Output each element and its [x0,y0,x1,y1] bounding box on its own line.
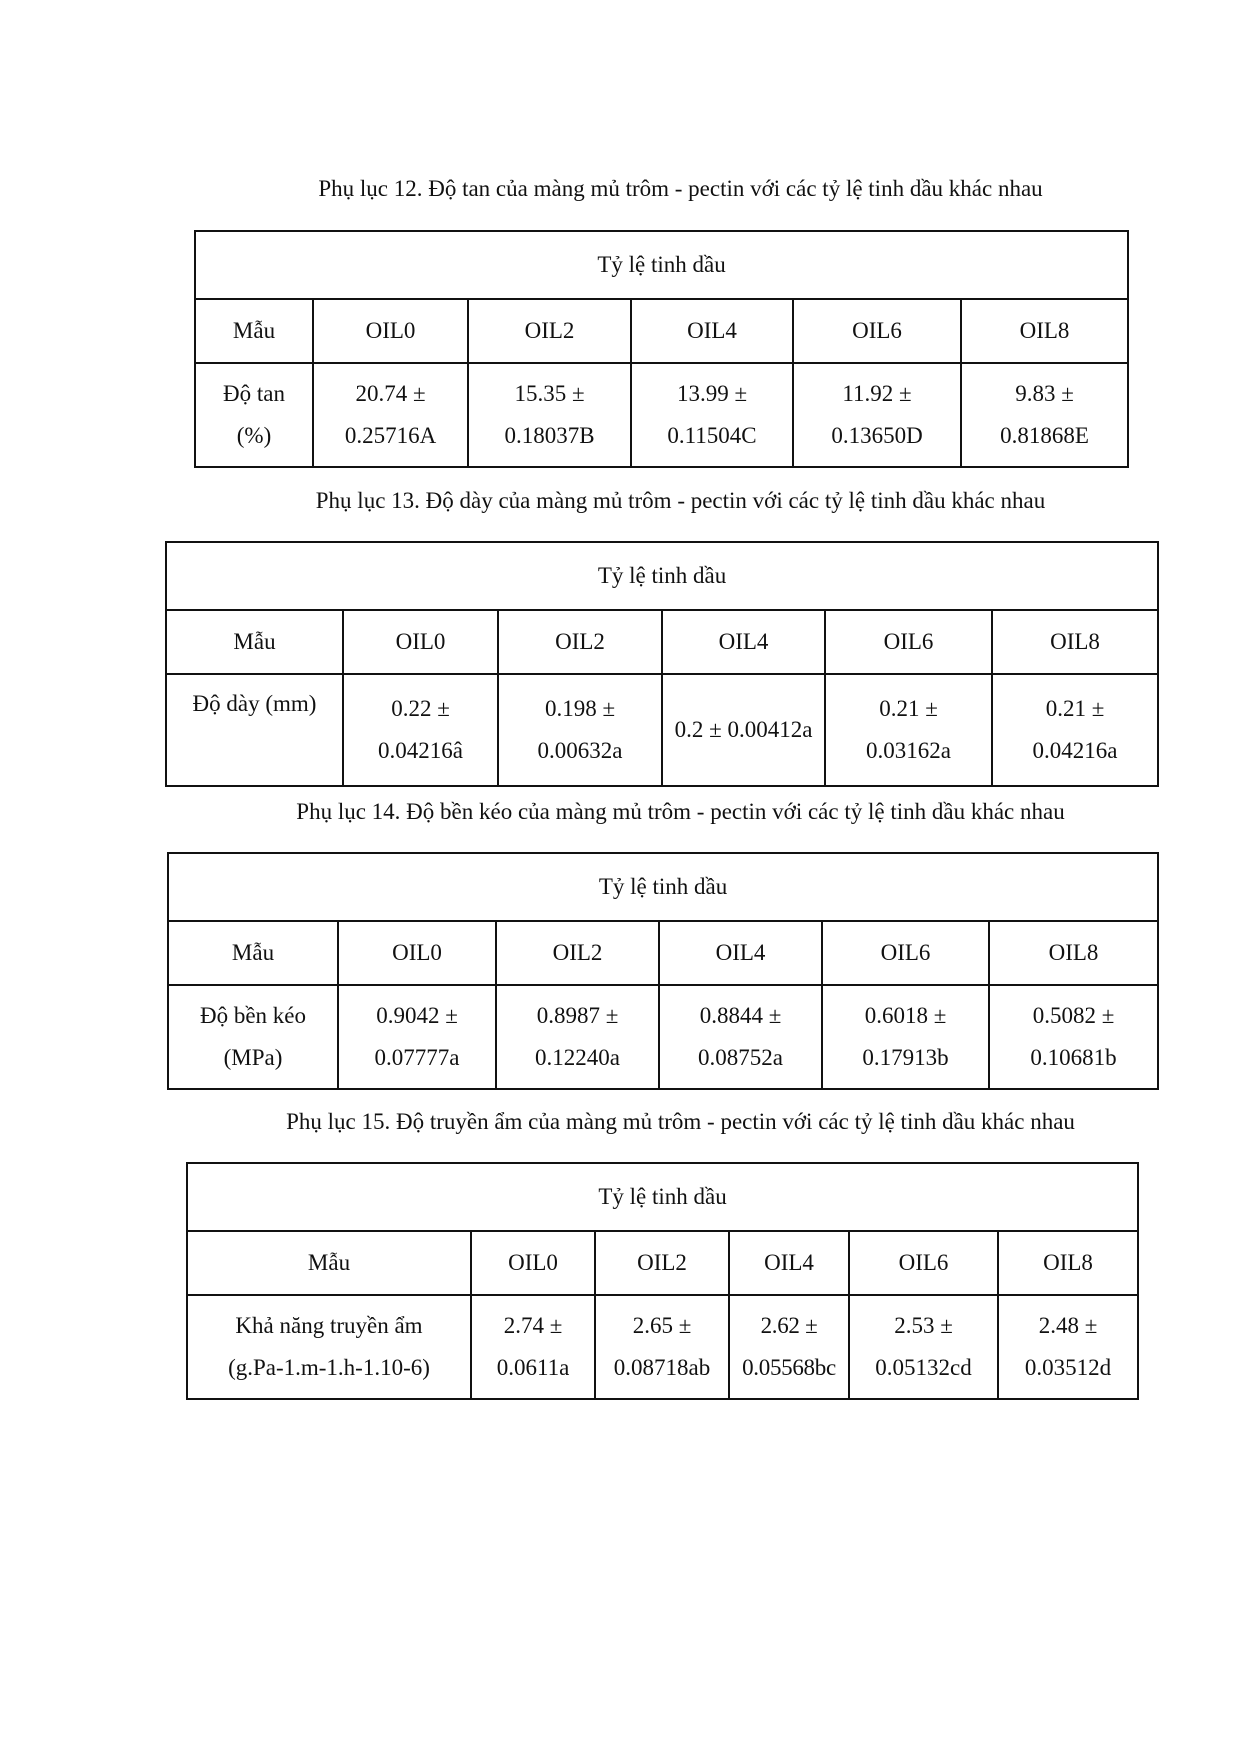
value-cell-oil4 [659,985,822,1089]
value-mean: 2.74 ± [503,1313,563,1338]
column-header-oil4: OIL4 [662,610,825,674]
value-error: 0.05568bc [742,1355,836,1380]
group-header: Tỷ lệ tinh dầu [195,231,1128,299]
value-cell-oil4 [729,1295,849,1399]
value-error: 0.11504C [667,423,757,448]
column-header-oil0: OIL0 [343,610,498,674]
row-label-line-1: Độ bền kéo [199,1003,307,1028]
table-appendix-12 [194,230,1129,468]
row-label-thickness [166,674,343,786]
value-error: 0.04216â [378,738,463,763]
column-header-oil6: OIL6 [825,610,992,674]
column-header-oil8: OIL8 [989,921,1158,985]
value-mean: 9.83 ± [1015,381,1074,406]
value-cell-oil6 [825,674,992,786]
value-cell-oil8 [998,1295,1138,1399]
value-cell-oil4 [631,363,793,467]
value-error: 0.18037B [504,423,595,448]
value-error: 0.25716A [344,423,437,448]
value-cell-oil6 [822,985,989,1089]
value-cell-oil2 [468,363,631,467]
value-cell-oil2 [496,985,659,1089]
row-label-moisture-transmission [187,1295,471,1399]
caption-appendix-15: Phụ lục 15. Độ truyền ẩm của màng mủ trôm - pectin với các tỷ lệ tinh dầu khác nhau [286,1109,1075,1134]
column-header-oil4: OIL4 [631,299,793,363]
value-error: 0.13650D [831,423,923,448]
caption-appendix-14: Phụ lục 14. Độ bền kéo của màng mủ trôm - pectin với các tỷ lệ tinh dầu khác nhau [296,799,1065,824]
column-header-oil8: OIL8 [998,1231,1138,1295]
value-mean: 0.198 ± [544,696,616,721]
value-error: 0.03512d [1024,1355,1112,1380]
value-mean: 2.65 ± [632,1313,692,1338]
value-mean: 2.48 ± [1038,1313,1098,1338]
table-appendix-13 [165,541,1159,787]
value-cell-oil4 [662,674,825,786]
value-mean: 0.9042 ± [376,1003,458,1028]
row-label-line-1: Độ tan [223,381,285,406]
column-header-oil6: OIL6 [793,299,961,363]
column-header-oil2: OIL2 [595,1231,729,1295]
value-cell-oil6 [849,1295,998,1399]
column-header-oil2: OIL2 [496,921,659,985]
value-mean: 0.22 ± [391,696,450,721]
column-header-oil0: OIL0 [471,1231,595,1295]
value-mean: 2.53 ± [894,1313,953,1338]
row-label-line-1: Khả năng truyền ẩm [235,1313,423,1338]
value-error: 0.03162a [866,738,951,763]
row-label-line-1: Độ dày (mm) [192,691,317,716]
column-header-oil2: OIL2 [468,299,631,363]
value-cell-oil8 [961,363,1128,467]
value-mean: 2.62 ± [760,1313,818,1338]
column-header-oil6: OIL6 [822,921,989,985]
value-mean: 20.74 ± [355,381,426,406]
value-mean: 0.6018 ± [864,1003,947,1028]
group-header: Tỷ lệ tinh dầu [166,542,1158,610]
value-mean: 11.92 ± [842,381,912,406]
column-header-oil0: OIL0 [338,921,496,985]
group-header: Tỷ lệ tinh dầu [187,1163,1138,1231]
value-cell-oil2 [595,1295,729,1399]
column-header-sample: Mẫu [187,1231,471,1295]
value-error: 0.04216a [1032,738,1118,763]
value-error: 0.10681b [1030,1045,1117,1070]
value-cell-oil6 [793,363,961,467]
value-cell-oil2 [498,674,662,786]
value-mean: 0.8987 ± [536,1003,619,1028]
value-mean: 0.21 ± [879,696,938,721]
value-error: 0.81868E [1000,423,1089,448]
value-error: 0.00632a [537,738,623,763]
value-error: 0.12240a [535,1045,620,1070]
row-label-line-2: (%) [236,423,272,448]
column-header-sample: Mẫu [195,299,313,363]
value-error: 0.08752a [698,1045,783,1070]
column-header-sample: Mẫu [166,610,343,674]
value-cell-oil0 [338,985,496,1089]
row-label-line-2: (MPa) [223,1045,283,1070]
table-appendix-15 [186,1162,1139,1400]
value-mean: 0.5082 ± [1032,1003,1115,1028]
value-mean: 13.99 ± [676,381,748,406]
caption-appendix-13: Phụ lục 13. Độ dày của màng mủ trôm - pectin với các tỷ lệ tinh dầu khác nhau [315,488,1046,513]
value-error: 0.08718ab [613,1355,711,1380]
value-cell-oil8 [989,985,1158,1089]
row-label-line-2: (g.Pa-1.m-1.h-1.10-6) [228,1355,430,1380]
column-header-oil4: OIL4 [659,921,822,985]
value-mean: 0.21 ± [1045,696,1105,721]
column-header-oil4: OIL4 [729,1231,849,1295]
value-cell-oil0 [343,674,498,786]
value-error: 0.05132cd [875,1355,972,1380]
column-header-sample: Mẫu [168,921,338,985]
value-cell-oil8 [992,674,1158,786]
value-error: 0.0611a [496,1355,570,1380]
column-header-oil6: OIL6 [849,1231,998,1295]
column-header-oil8: OIL8 [992,610,1158,674]
value-mean: 0.8844 ± [699,1003,782,1028]
column-header-oil8: OIL8 [961,299,1128,363]
caption-appendix-12: Phụ lục 12. Độ tan của màng mủ trôm - pectin với các tỷ lệ tinh dầu khác nhau [318,176,1043,201]
row-label-tensile-strength [168,985,338,1089]
value-cell-oil0 [471,1295,595,1399]
column-header-oil2: OIL2 [498,610,662,674]
value-error: 0.17913b [862,1045,949,1070]
value-cell-oil0 [313,363,468,467]
column-header-oil0: OIL0 [313,299,468,363]
value-error: 0.07777a [374,1045,460,1070]
table-appendix-14 [167,852,1159,1090]
group-header: Tỷ lệ tinh dầu [168,853,1158,921]
value-mean: 0.2 ± 0.00412a [674,717,813,742]
row-label-solubility [195,363,313,467]
value-mean: 15.35 ± [514,381,585,406]
